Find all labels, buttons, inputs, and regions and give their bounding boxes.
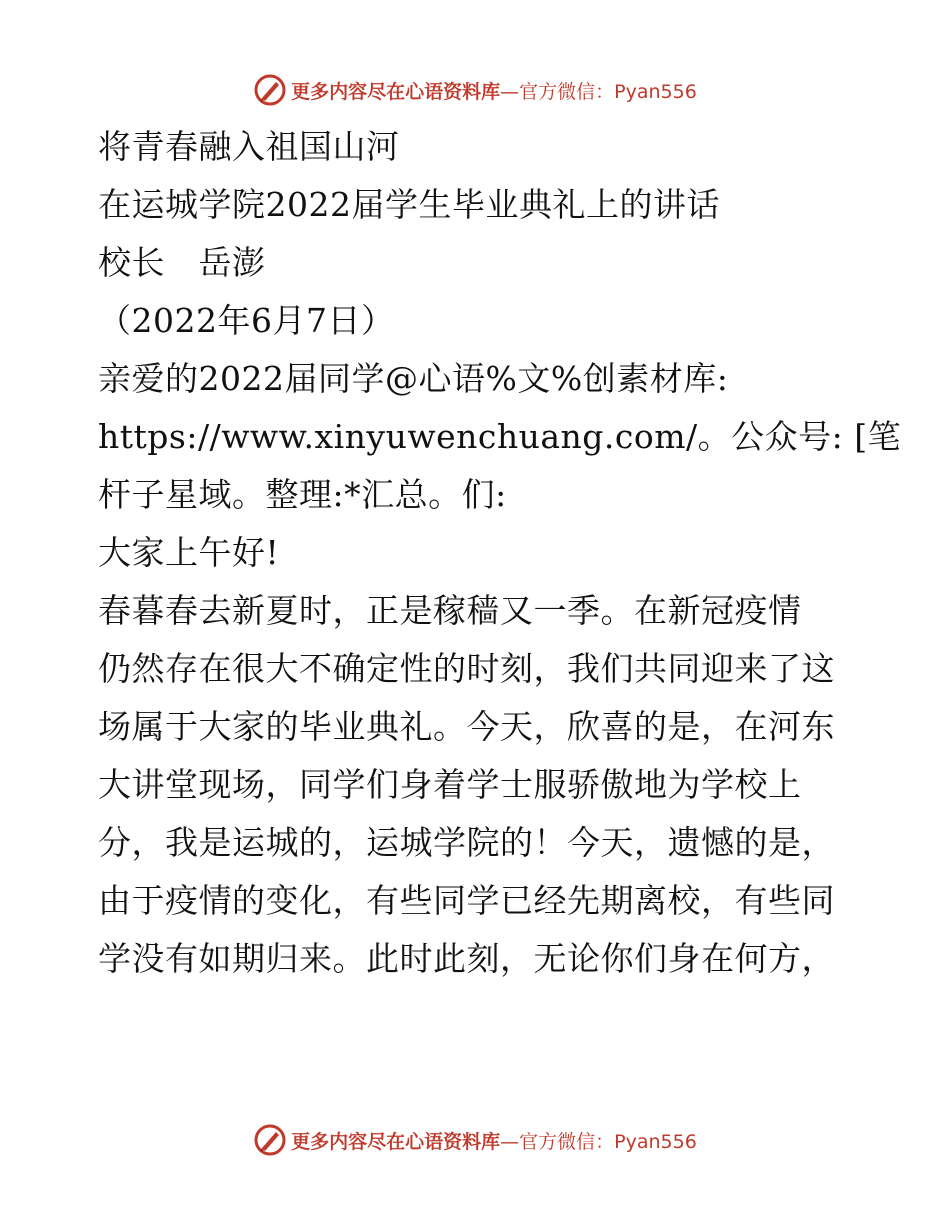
doc-line: 亲爱的2022届同学@心语%文%创素材库: [98,359,729,398]
banner-sub-text: —官方微信：Pyan556 [500,1130,697,1153]
doc-subtitle: 在运城学院2022届学生毕业典礼上的讲话 [98,185,720,224]
doc-line: 春暮春去新夏时，正是稼穑又一季。在新冠疫情 [98,591,802,630]
doc-author: 校长 岳澎 [98,243,266,282]
doc-line: https://www.xinyuwenchuang.com/。公众号: [笔 [98,417,902,456]
doc-line: 大家上午好! [98,533,280,572]
doc-line: 杆子星域。整理:*汇总。们: [98,475,507,514]
doc-title: 将青春融入祖国山河 [98,127,400,166]
doc-line: 大讲堂现场，同学们身着学士服骄傲地为学校上 [98,765,802,804]
doc-line: 由于疫情的变化，有些同学已经先期离校，有些同 [98,881,835,920]
header-banner [0,70,950,110]
pen-logo-icon [253,1123,287,1157]
banner-sub-text: —官方微信：Pyan556 [500,80,697,103]
doc-line: 仍然存在很大不确定性的时刻，我们共同迎来了这 [98,649,835,688]
doc-line: 分，我是运城的，运城学院的！今天，遗憾的是， [98,823,835,862]
banner-main-text: 更多内容尽在心语资料库 [291,80,501,103]
doc-line: 学没有如期归来。此时此刻，无论你们身在何方， [98,939,835,978]
document-body [98,118,902,988]
pen-logo-icon [253,73,287,107]
doc-date: （2022年6月7日） [98,301,395,340]
footer-banner [0,1120,950,1160]
banner-main-text: 更多内容尽在心语资料库 [291,1130,501,1153]
doc-line: 场属于大家的毕业典礼。今天，欣喜的是，在河东 [98,707,835,746]
